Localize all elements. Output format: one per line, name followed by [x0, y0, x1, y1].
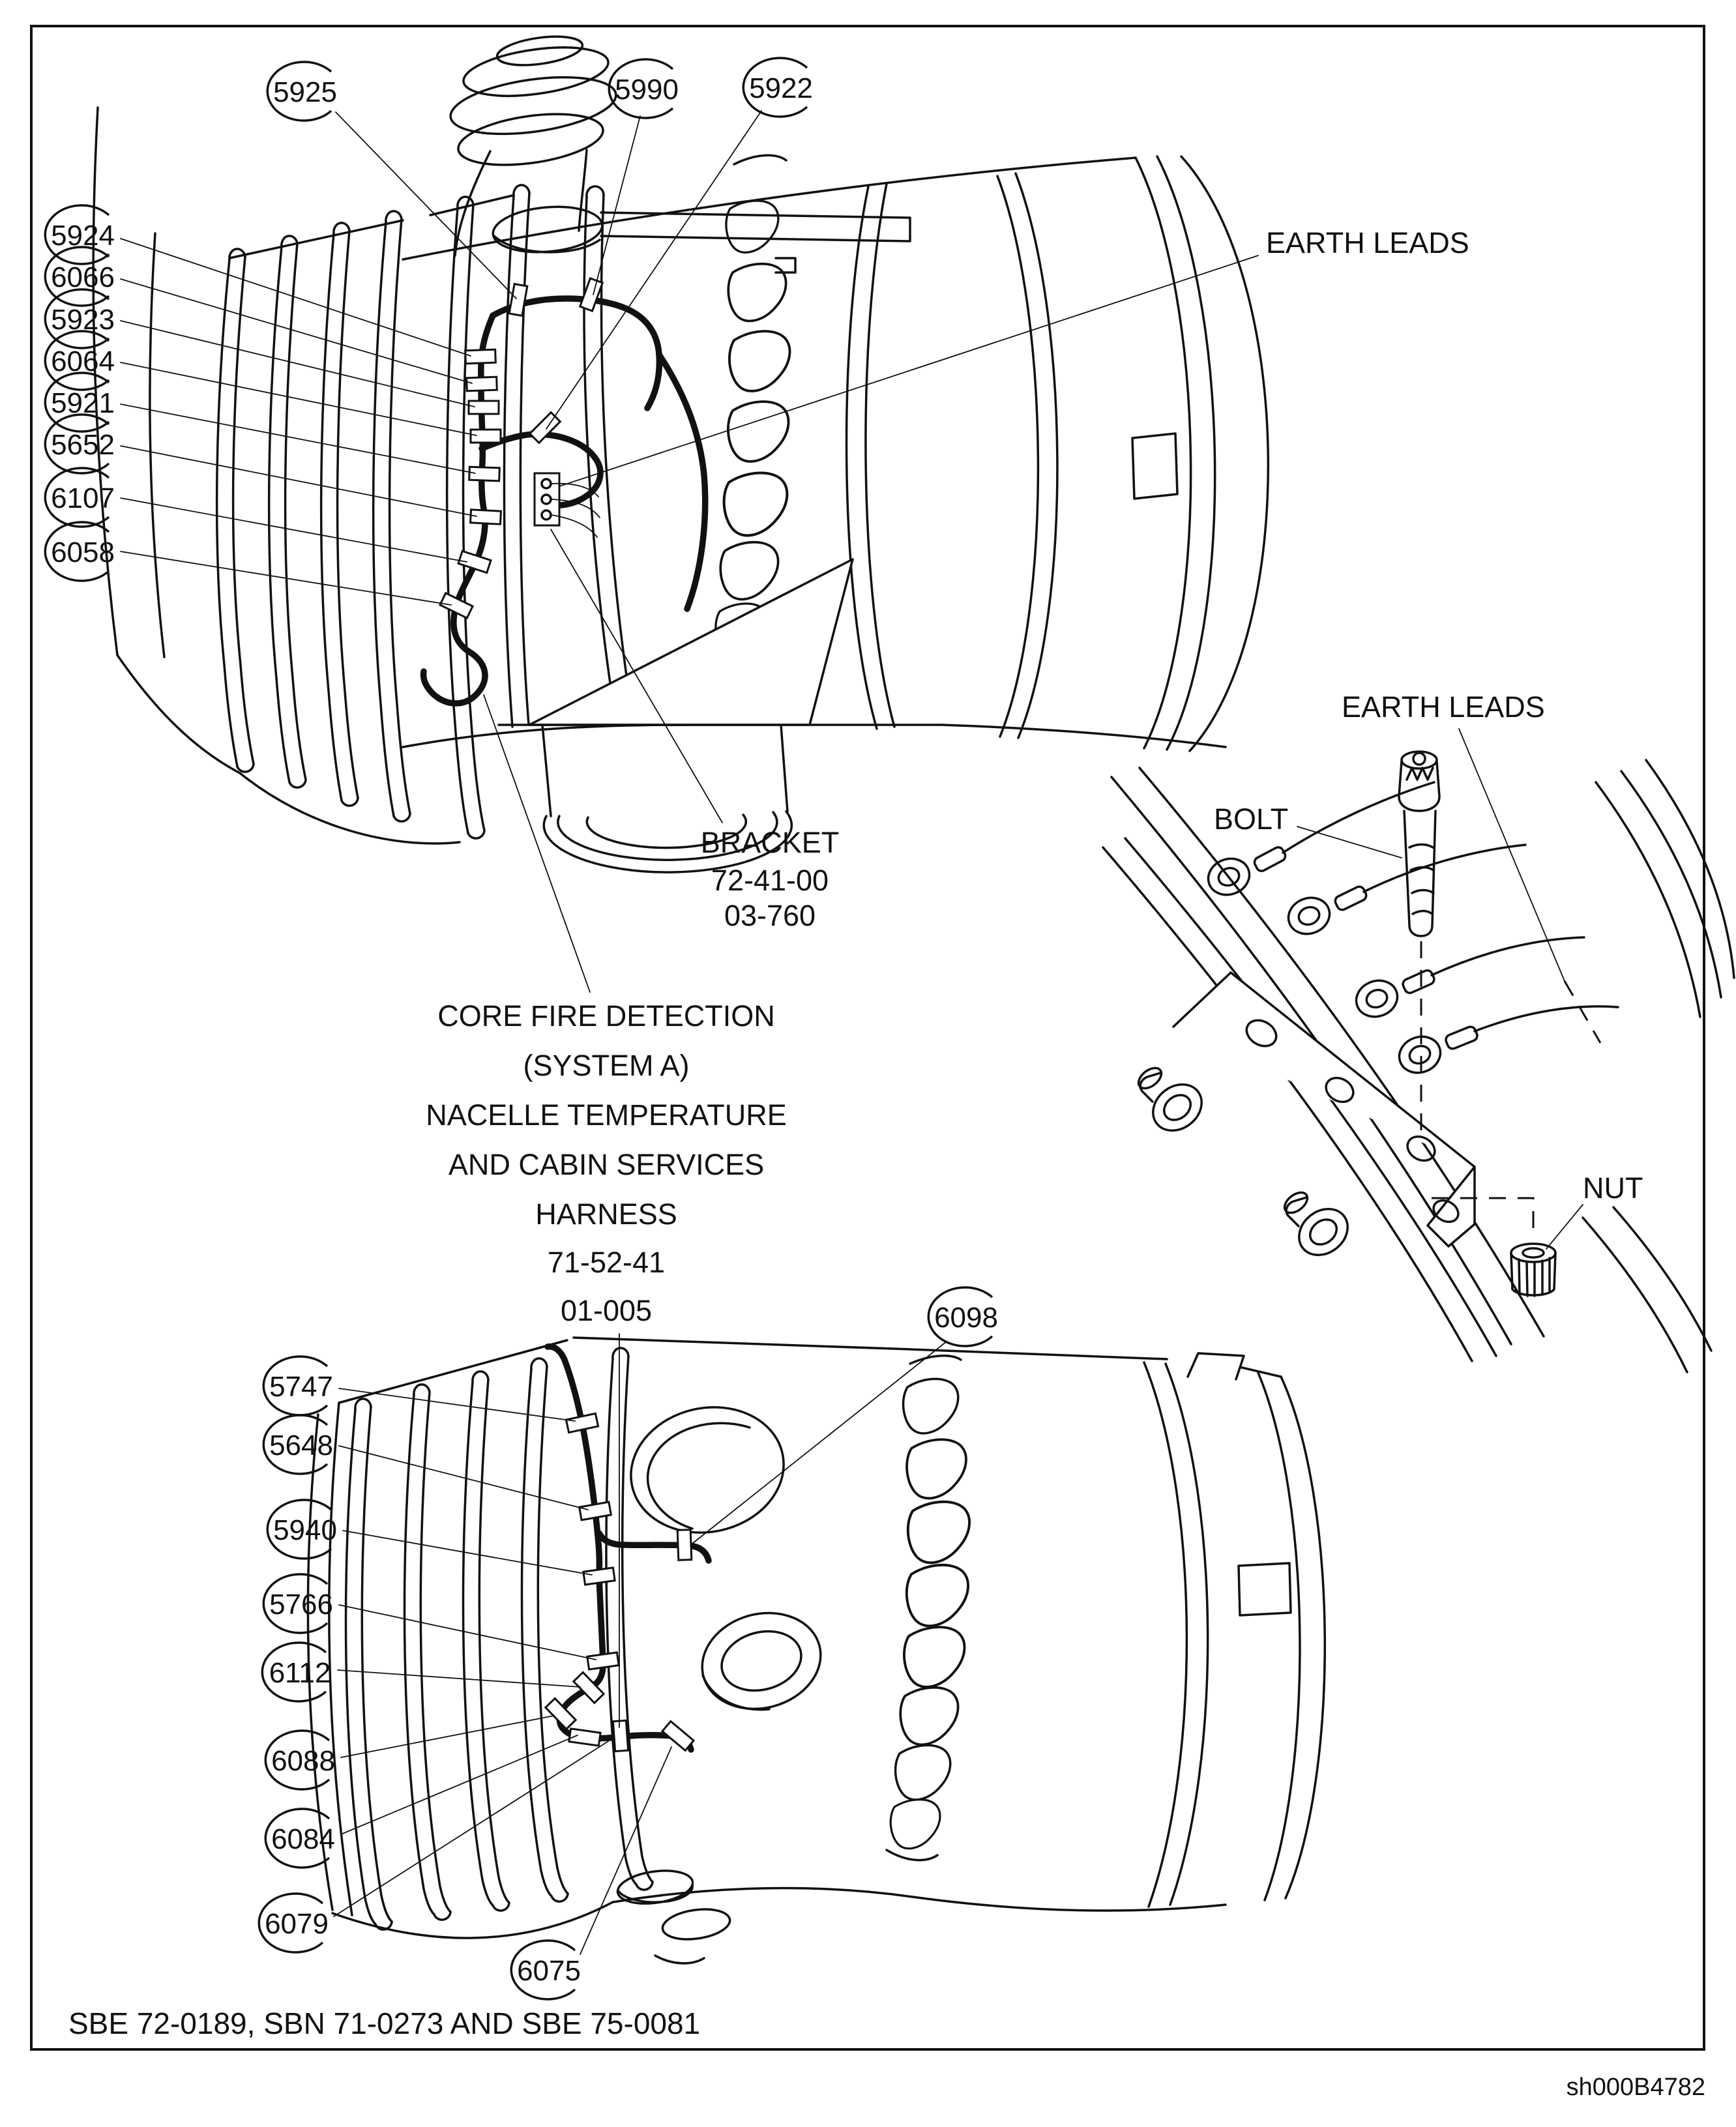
harness-note-line2: (SYSTEM A): [523, 1049, 690, 1082]
earth-leads-top-leader: [559, 256, 1258, 486]
callout-5990: [609, 59, 679, 118]
harness-note-line1: CORE FIRE DETECTION: [437, 999, 775, 1033]
top-view-engine: [93, 32, 1268, 872]
callout-5648: [263, 1415, 333, 1474]
earth-lead-detail-view: [1103, 752, 1734, 1372]
bottom-ports: [615, 1394, 831, 1963]
detail-bracket-bar: [1173, 973, 1475, 1246]
harness-note-line5: HARNESS: [535, 1197, 677, 1231]
bolt-label: BOLT: [1214, 802, 1289, 836]
callout-label: 5940: [273, 1514, 337, 1546]
callout-label: 5990: [615, 74, 679, 106]
harness-note-line7: 01-005: [560, 1294, 653, 1327]
callout-label: 6066: [51, 261, 115, 293]
leader-lines: [121, 111, 1600, 1954]
bolt-leader: [1297, 827, 1402, 858]
sheet-id: sh000B4782: [1566, 2074, 1705, 2101]
callout-label: 5747: [269, 1371, 333, 1403]
callout-label: 5925: [273, 76, 337, 108]
callout-label: 5924: [51, 220, 115, 252]
harness-note-leader-up: [484, 695, 590, 992]
harness-note-line6: 71-52-41: [547, 1246, 666, 1279]
callout-6079: [259, 1894, 329, 1952]
callout-5940: [267, 1500, 337, 1559]
top-exhaust-stack: [447, 32, 910, 272]
bracket-label-line3: 03-760: [724, 899, 816, 932]
figure-caption: SBE 72-0189, SBN 71-0273 AND SBE 75-0081: [68, 2006, 701, 2040]
callout-label: 6075: [517, 1955, 581, 1987]
fan-case-ribs: [217, 185, 628, 838]
callout-5747: [263, 1357, 333, 1415]
callout-6098: [928, 1287, 998, 1346]
harness-note-line4: AND CABIN SERVICES: [448, 1148, 765, 1181]
detail-nut: [1511, 1244, 1555, 1296]
callout-label: 6079: [265, 1908, 329, 1940]
harness-note-line3: NACELLE TEMPERATURE: [426, 1098, 787, 1132]
callout-6075: [511, 1941, 581, 1999]
callout-label: 6058: [51, 536, 115, 568]
nut-leader: [1546, 1205, 1583, 1249]
callout-label: 6064: [51, 345, 115, 377]
callout-5922: [743, 58, 813, 117]
bracket-label-line1: BRACKET: [700, 826, 840, 859]
earth-leads-detail-leader: [1459, 729, 1565, 981]
top-core-case: [403, 155, 1268, 751]
callout-5925: [267, 62, 337, 121]
bottom-core-case: [574, 1338, 1325, 1911]
earth-leads-detail-label: EARTH LEADS: [1342, 690, 1545, 724]
callout-label: 5923: [51, 304, 115, 336]
callout-5652: [45, 415, 115, 473]
bracket-label-line2: 72-41-00: [711, 864, 829, 897]
callout-label: 6112: [269, 1657, 331, 1689]
detail-bolt: [1399, 752, 1439, 936]
callout-label: 5922: [749, 72, 813, 104]
callout-5766: [263, 1574, 333, 1633]
callout-label: 5652: [51, 429, 115, 461]
callout-6088: [265, 1731, 335, 1789]
callout-label: 6084: [271, 1823, 335, 1855]
callout-label: 5766: [269, 1589, 333, 1621]
annotations: [68, 226, 1705, 2101]
callout-label: 5921: [51, 387, 115, 419]
earth-leads-top-label: EARTH LEADS: [1266, 226, 1469, 259]
callout-label: 6098: [934, 1302, 998, 1334]
nut-label: NUT: [1583, 1171, 1643, 1205]
callout-6112: [262, 1643, 331, 1701]
callout-label: 5648: [269, 1430, 333, 1461]
bottom-view-engine: [308, 1338, 1325, 1963]
callout-label: 6088: [271, 1745, 335, 1777]
callout-label: 6107: [51, 482, 115, 514]
